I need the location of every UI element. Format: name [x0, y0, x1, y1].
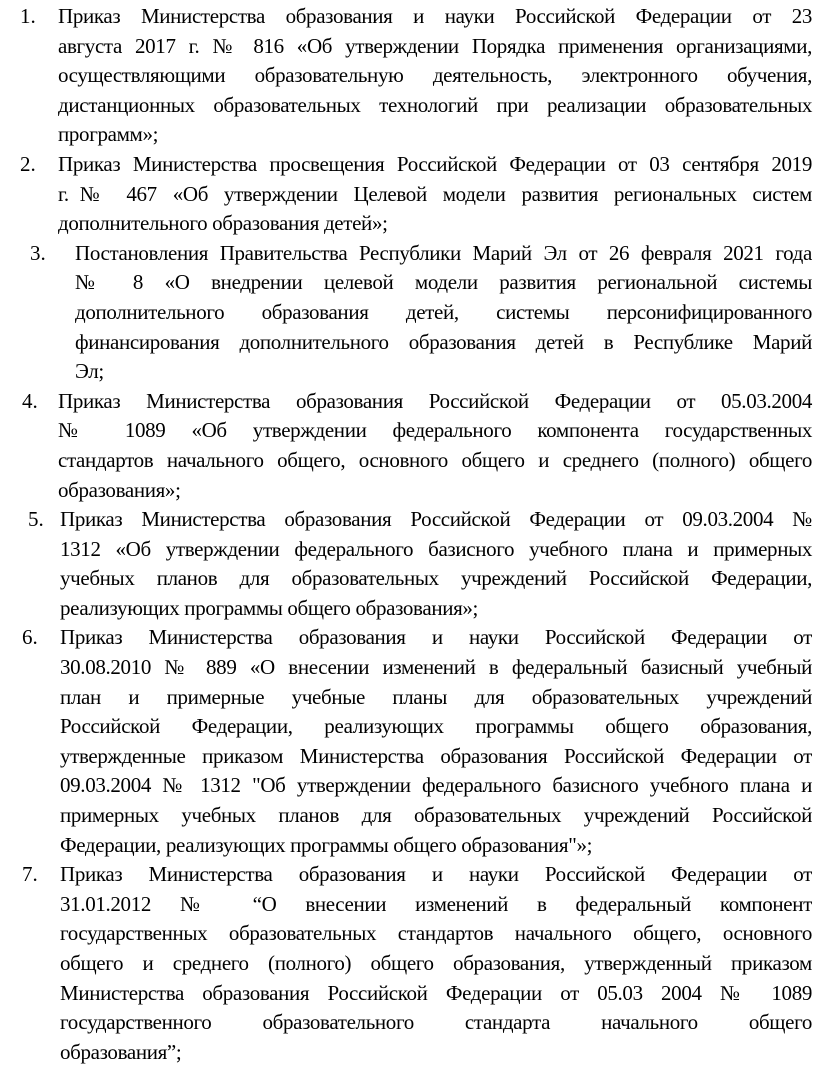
list-item [0, 387, 816, 505]
list-item-number: 6. [22, 625, 38, 650]
list-item-text-line: финансирования дополнительного образования детей в Республике Марий [75, 329, 812, 354]
list-item-text-line: государственного образовательного стандарта начального общего [60, 1010, 812, 1035]
list-item-text-line: дистанционных образовательных технологий при реализации образовательных [58, 92, 812, 117]
list-item-text-line: г.№ 467 «Об утверждении Целевой модели развития региональных систем [58, 181, 812, 206]
document-list [0, 2, 816, 1067]
list-item-text-line: 09.03.2004 № 1312 "Об утверждении федерального базисного учебного плана и [60, 773, 812, 798]
list-item-text-line: № 8 «О внедрении целевой модели развития региональной системы [75, 270, 812, 295]
list-item-text-line: Министерства образования Российской Федерации от 05.03 2004 № 1089 [60, 980, 812, 1005]
list-item-text-line: реализующих программы общего образования»; [60, 595, 479, 620]
list-item-text-line: учебных планов для образовательных учреждений Российской Федерации, [60, 566, 812, 591]
list-item-text-line: образования”; [60, 1039, 182, 1064]
list-item [0, 505, 816, 623]
list-item [0, 860, 816, 1067]
list-item-number: 1. [20, 4, 36, 28]
list-item-text-line: примерных учебных планов для образовательных учреждений Российской [60, 803, 812, 828]
list-item-text-line: Приказ Министерства образования и науки Российской Федерации от 23 [58, 4, 812, 28]
list-item-text-line: 30.08.2010 № 889 «О внесении изменений в федеральный базисный учебный [60, 655, 812, 680]
list-item-text-line: Приказ Министерства просвещения Российской Федерации от 03 сентября 2019 [58, 151, 812, 176]
list-item-text-line: августа 2017 г. № 816 «Об утверждении Порядка применения организациями, [58, 33, 812, 58]
list-item-text-line: № 1089 «Об утверждении федерального компонента государственных [58, 418, 812, 443]
list-item-number: 7. [22, 862, 38, 887]
list-item-text-line: 31.01.2012 № “О внесении изменений в федеральный компонент [60, 891, 812, 916]
list-item-text-line: общего и среднего (полного) общего образования, утвержденный приказом [60, 951, 812, 975]
list-item-text-line: Приказ Министерства образования Российской Федерации от 09.03.2004 № [60, 507, 812, 532]
list-item-text-line: Приказ Министерства образования и науки Российской Федерации от [60, 625, 812, 650]
list-item-text-line: Приказ Министерства образования и науки Российской Федерации от [60, 862, 812, 887]
list-item [0, 2, 816, 150]
list-item-number: 3. [30, 240, 46, 265]
list-item [0, 239, 816, 387]
list-item-number: 2. [20, 151, 36, 176]
list-item-text-line: дополнительного образования детей»; [58, 211, 388, 236]
list-item-text-line: Федерации, реализующих программы общего образования"»; [60, 832, 593, 857]
list-item-number: 4. [22, 388, 38, 413]
list-item-number: 5. [28, 507, 44, 532]
list-item-text-line: Приказ Министерства образования Российской Федерации от 05.03.2004 [58, 388, 812, 413]
list-item-text-line: утвержденные приказом Министерства образования Российской Федерации от [60, 743, 812, 768]
list-item-text-line: Эл; [75, 359, 104, 384]
list-item [0, 623, 816, 860]
list-item-text-line: план и примерные учебные планы для образовательных учреждений [60, 684, 812, 709]
list-item-text-line: программ»; [58, 122, 159, 147]
list-item-text-line: государственных образовательных стандартов начального общего, основного [60, 921, 812, 946]
list-item [0, 150, 816, 239]
list-item-text-line: 1312 «Об утверждении федерального базисного учебного плана и примерных [60, 536, 812, 561]
list-item-text-line: Постановления Правительства Республики Марий Эл от 26 февраля 2021 года [75, 240, 812, 265]
list-item-text-line: образования»; [58, 477, 181, 502]
list-item-text-line: Российской Федерации, реализующих программы общего образования, [60, 714, 812, 739]
list-item-text-line: осуществляющими образовательную деятельность, электронного обучения, [58, 63, 812, 88]
list-item-text-line: стандартов начального общего, основного общего и среднего (полного) общего [58, 447, 812, 472]
list-item-text-line: дополнительного образования детей, системы персонифицированного [75, 299, 812, 324]
